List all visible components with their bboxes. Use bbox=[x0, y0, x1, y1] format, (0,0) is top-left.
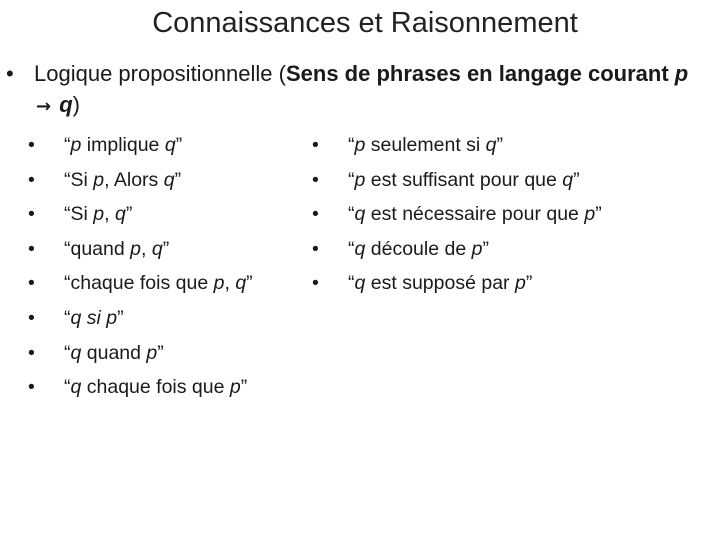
list-item bbox=[28, 372, 253, 407]
main-bullet-suffix: ) bbox=[72, 92, 80, 117]
phrase-text: quand bbox=[81, 341, 147, 364]
main-bullet-prefix: Logique propositionnelle ( bbox=[34, 61, 286, 86]
variable-text: q bbox=[354, 272, 366, 295]
phrase-text: ” bbox=[525, 272, 533, 295]
variable-text: q bbox=[164, 134, 176, 156]
variable-text: p bbox=[70, 134, 82, 156]
phrase-text: est nécessaire pour que bbox=[365, 203, 585, 226]
phrase-text: “ bbox=[64, 341, 71, 364]
phrase-text: “ bbox=[348, 237, 355, 260]
phrase-text: , bbox=[104, 203, 115, 226]
phrase-text: ” bbox=[573, 168, 580, 191]
bullet-dot: • bbox=[28, 134, 35, 156]
main-bullet-bold-text: Sens de phrases en langage courant bbox=[285, 61, 675, 86]
list-item bbox=[28, 199, 253, 234]
variable-text: p bbox=[471, 237, 483, 260]
variable-text: q bbox=[354, 203, 366, 226]
list-item bbox=[312, 199, 602, 234]
left-phrase-list bbox=[28, 130, 253, 407]
bullet-dot: • bbox=[312, 237, 319, 260]
variable-text: p bbox=[130, 237, 141, 260]
phrase-text: ” bbox=[482, 237, 489, 260]
variable-text: q bbox=[163, 168, 175, 191]
bullet-dot: • bbox=[28, 376, 35, 399]
phrase-text: ” bbox=[125, 203, 133, 226]
phrase-text: ” bbox=[496, 134, 504, 156]
variable-text: p bbox=[93, 203, 105, 226]
variable-text: q bbox=[485, 134, 497, 156]
list-item bbox=[28, 165, 253, 200]
phrase-text: , bbox=[224, 272, 236, 295]
bullet-dot: • bbox=[28, 203, 35, 226]
phrase-text: “ bbox=[64, 376, 71, 399]
bullet-dot: • bbox=[28, 306, 35, 329]
phrase-text: ” bbox=[157, 341, 164, 364]
variable-text: q bbox=[235, 272, 247, 295]
variable-text: q bbox=[562, 168, 574, 191]
phrase-text: est suffisant pour que bbox=[365, 168, 563, 191]
variable-text: p bbox=[146, 341, 158, 364]
variable-text: p bbox=[213, 272, 225, 295]
phrase-text: ” bbox=[162, 237, 170, 260]
phrase-text: “Si bbox=[64, 168, 94, 191]
phrase-text: ” bbox=[174, 168, 182, 191]
phrase-text: découle de bbox=[365, 237, 472, 260]
phrase-text: est supposé par bbox=[365, 272, 515, 295]
phrase-text: “Si bbox=[64, 203, 94, 226]
phrase-text: “quand bbox=[64, 237, 131, 260]
variable-text: q bbox=[70, 376, 82, 399]
list-item bbox=[28, 130, 253, 165]
variable-text: q bbox=[151, 237, 163, 260]
main-bullet-q: q bbox=[59, 92, 73, 117]
variable-text: q bbox=[354, 237, 366, 260]
phrase-text: ” bbox=[246, 272, 253, 295]
variable-text: p bbox=[514, 272, 526, 295]
variable-text: q si p bbox=[70, 306, 118, 329]
list-item bbox=[28, 303, 253, 338]
phrase-text: “ bbox=[348, 272, 355, 295]
implies-arrow-icon: → bbox=[36, 96, 52, 117]
list-item bbox=[312, 268, 602, 303]
right-phrase-list bbox=[312, 130, 602, 303]
variable-text: q bbox=[114, 203, 126, 226]
variable-text: p bbox=[229, 376, 241, 399]
bullet-dot: • bbox=[28, 168, 35, 191]
phrase-text: “ bbox=[64, 134, 71, 156]
phrase-text: , Alors bbox=[104, 168, 164, 191]
phrase-text: chaque fois que bbox=[81, 376, 230, 399]
list-item bbox=[28, 338, 253, 373]
phrase-text: ” bbox=[175, 134, 183, 156]
bullet-dot: • bbox=[28, 341, 35, 364]
main-bullet-text bbox=[34, 58, 706, 122]
bullet-dot: • bbox=[312, 203, 319, 226]
list-item bbox=[312, 165, 602, 200]
variable-text: p bbox=[354, 168, 366, 191]
bullet-dot: • bbox=[312, 134, 319, 156]
phrase-text: ” bbox=[117, 306, 124, 329]
variable-text: p bbox=[584, 203, 596, 226]
phrase-text: ” bbox=[240, 376, 248, 399]
slide-title: Connaissances et Raisonnement bbox=[152, 7, 578, 39]
variable-text: p bbox=[93, 168, 105, 191]
phrase-text: “ bbox=[348, 203, 355, 226]
phrase-text: implique bbox=[81, 134, 165, 156]
bullet-dot: • bbox=[28, 237, 35, 260]
variable-text: p bbox=[354, 134, 366, 156]
phrase-text: ” bbox=[595, 203, 602, 226]
phrase-text: “ bbox=[348, 134, 355, 156]
phrase-text: “ bbox=[348, 168, 355, 191]
main-bullet bbox=[6, 58, 706, 122]
bullet-dot: • bbox=[312, 272, 319, 295]
phrase-text: seulement si bbox=[365, 134, 486, 156]
bullet-dot: • bbox=[6, 61, 14, 86]
list-item bbox=[28, 234, 253, 269]
phrase-text: “chaque fois que bbox=[64, 272, 214, 295]
phrase-text: “ bbox=[64, 306, 71, 329]
phrase-text: , bbox=[141, 237, 152, 260]
main-bullet-p: p bbox=[674, 61, 689, 86]
list-item bbox=[28, 268, 253, 303]
list-item bbox=[312, 130, 602, 165]
bullet-dot: • bbox=[28, 272, 35, 295]
list-item bbox=[312, 234, 602, 269]
bullet-dot: • bbox=[312, 168, 319, 191]
variable-text: q bbox=[70, 341, 82, 364]
